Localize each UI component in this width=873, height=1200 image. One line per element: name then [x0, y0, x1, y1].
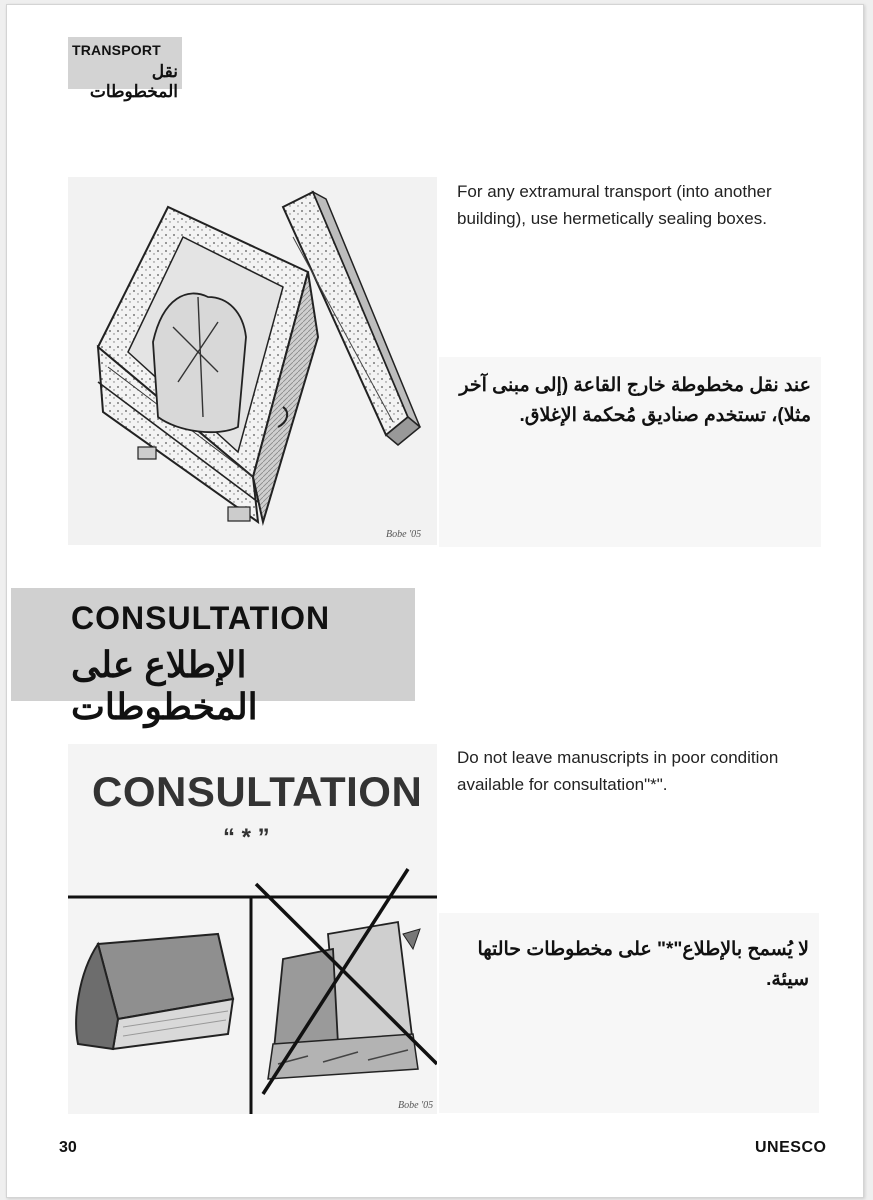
consultation-text-english: Do not leave manuscripts in poor condition available for consultation"*". [457, 748, 779, 794]
illustration-title: CONSULTATION [92, 768, 423, 815]
page-number: 30 [59, 1139, 77, 1156]
section-tag-arabic: نقل المخطوطات [89, 62, 178, 101]
consultation-heading-english: CONSULTATION [71, 600, 331, 636]
publisher-name: UNESCO [755, 1139, 827, 1156]
transport-text-arabic: عند نقل مخطوطة خارج القاعة (إلى مبنى آخر مثلا)، تستخدم صناديق مُحكمة الإغلاق. [459, 375, 811, 426]
illustration-signature: Bobe '05 [386, 529, 422, 540]
transport-box-illustration [68, 177, 437, 545]
transport-text-english: For any extramural transport (into another building), use hermetically sealing boxes. [457, 182, 772, 228]
consultation-heading-box [11, 588, 415, 727]
consultation-heading-arabic: الإطلاع على المخطوطات [71, 644, 258, 727]
consultation-drawing [68, 744, 437, 1114]
illustration-signature-2: Bobe '05 [398, 1100, 434, 1111]
consultation-text-arabic: لا يُسمح بالإطلاع"*" على مخطوطات حالتها سيئة. [477, 939, 809, 990]
transport-arabic-band [439, 357, 821, 547]
consultation-illustration [68, 744, 437, 1114]
illustration-asterisk-mark: “ * ” [223, 824, 270, 851]
consultation-arabic-band [439, 913, 819, 1113]
section-tag [68, 37, 182, 101]
document-page [6, 4, 864, 1198]
transport-box-drawing [68, 177, 437, 545]
section-tag-english: TRANSPORT [72, 42, 161, 58]
